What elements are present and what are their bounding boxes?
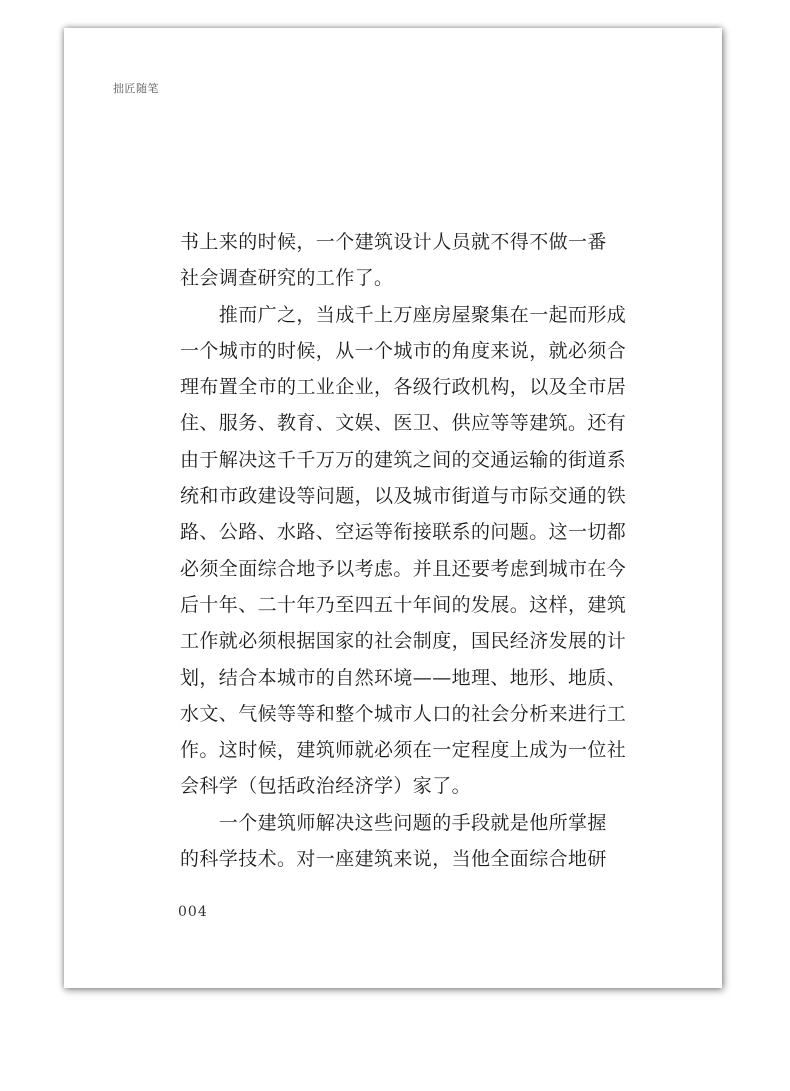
text-line: 理布置全市的工业企业，各级行政机构，以及全市居 [180, 376, 627, 399]
text-line: 一个城市的时候，从一个城市的角度来说，就必须合 [180, 339, 627, 362]
text-line: 住、服务、教育、文娱、医卫、供应等等建筑。还有 [180, 412, 627, 435]
text-line: 书上来的时候，一个建筑设计人员就不得不做一番 [180, 231, 607, 253]
page-number: 004 [178, 904, 208, 920]
text-line: 必须全面综合地予以考虑。并且还要考虑到城市在今 [180, 557, 627, 580]
body-text [180, 224, 627, 877]
text-line: 社会调查研究的工作了。 [180, 267, 394, 290]
text-line: 后十年、二十年乃至四五十年间的发展。这样，建筑 [180, 593, 627, 616]
text-line: 划，结合本城市的自然环境——地理、地形、地质、 [180, 666, 627, 689]
text-line: 推而广之，当成千上万座房屋聚集在一起而形成 [180, 303, 627, 326]
text-line: 一个建筑师解决这些问题的手段就是他所掌握 [180, 811, 607, 834]
text-line: 由于解决这千千万万的建筑之间的交通运输的街道系 [180, 448, 627, 471]
text-line: 的科学技术。对一座建筑来说，当他全面综合地研 [180, 848, 607, 871]
running-header: 拙匠随笔 [113, 82, 159, 95]
text-line: 会科学（包括政治经济学）家了。 [180, 775, 472, 798]
text-line: 路、公路、水路、空运等衔接联系的问题。这一切都 [180, 521, 627, 544]
text-line: 工作就必须根据国家的社会制度，国民经济发展的计 [180, 630, 627, 653]
text-line: 作。这时候，建筑师就必须在一定程度上成为一位社 [180, 739, 627, 762]
text-line: 统和市政建设等问题，以及城市街道与市际交通的铁 [180, 485, 627, 508]
text-line: 水文、气候等等和整个城市人口的社会分析来进行工 [180, 702, 627, 725]
